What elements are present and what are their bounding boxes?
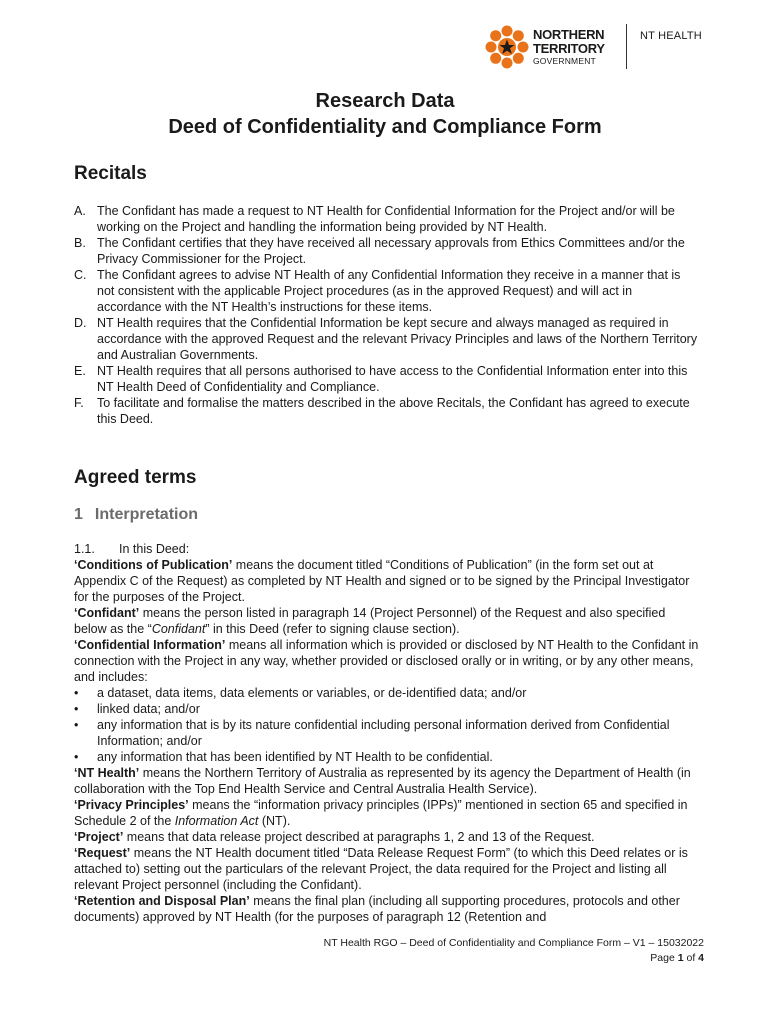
bullet-item: • a dataset, data items, data elements or variables, or de-identified data; and/or xyxy=(74,685,699,701)
document-title-line2: Deed of Confidentiality and Compliance Form xyxy=(168,116,602,138)
definition-term: ‘Privacy Principles’ xyxy=(74,798,189,812)
sun-emblem-icon xyxy=(485,25,529,69)
recital-text: The Confidant agrees to advise NT Health of any Confidential Information they receive in a manner that is not consistent with the applicable Project procedures (as in the approved Request) and will act in accordance with the NT Health’s instructions for these items. xyxy=(97,268,681,314)
recital-item xyxy=(74,315,699,363)
definition-request xyxy=(74,845,699,893)
bullet-item: • any information that is by its nature confidential including personal information derived from Confidential Information; and/or xyxy=(74,717,699,749)
recital-letter: E. xyxy=(74,364,86,378)
logo-territory-text: TERRITORY xyxy=(533,41,605,56)
recitals-heading: Recitals xyxy=(74,163,147,184)
clause-number: 1.1. xyxy=(74,542,95,556)
current-page: 1 xyxy=(677,952,684,964)
recital-text: NT Health requires that all persons authorised to have access to the Confidential Information enter into this NT Health Deed of Confidentiality and Compliance. xyxy=(97,364,688,394)
recital-item xyxy=(74,267,699,315)
agreed-terms-heading: Agreed terms xyxy=(74,467,197,488)
definition-text: means that data release project described at paragraphs 1, 2 and 13 of the Request. xyxy=(123,830,595,844)
definition-text: means the person listed in paragraph 14 (Project Personnel) of the Request and also specified below as the “ xyxy=(74,606,666,636)
total-pages: 4 xyxy=(698,952,704,964)
definition-term: ‘Conditions of Publication’ xyxy=(74,558,233,572)
header-divider xyxy=(626,24,627,69)
definition-term: ‘NT Health’ xyxy=(74,766,140,780)
org-name: NT HEALTH xyxy=(640,30,702,42)
recital-text: The Confidant certifies that they have received all necessary approvals from Ethics Committees and/or the Privacy Commissioner for the Project. xyxy=(97,236,685,266)
definition-text: means the final plan (including all supporting procedures, protocols and other documents) approved by NT Health (for the purposes of paragraph 12 (Retention and xyxy=(74,894,680,924)
definition-term: ‘Retention and Disposal Plan’ xyxy=(74,894,250,908)
definitions xyxy=(74,541,699,925)
definition-italic: Information Act xyxy=(174,814,259,828)
clause-1-1 xyxy=(74,541,699,557)
definition-text: means the Northern Territory of Australia as represented by its agency the Department of Health (in collaboration with the Top End Health Service and Central Australia Health Service). xyxy=(74,766,691,796)
page-footer xyxy=(324,936,704,966)
interpretation-heading xyxy=(74,506,198,524)
clause-text: In this Deed: xyxy=(119,542,190,556)
recital-letter: C. xyxy=(74,268,87,282)
definition-term: ‘Project’ xyxy=(74,830,124,844)
nt-government-logo xyxy=(485,22,615,68)
definition-text: ” in this Deed (refer to signing clause section). xyxy=(205,622,460,636)
footer-document-reference: NT Health RGO – Deed of Confidentiality and Compliance Form – V1 – 15032022 xyxy=(323,937,704,949)
page-of: of xyxy=(683,952,699,964)
logo-northern-text: NORTHERN xyxy=(533,27,605,42)
definition-term: ‘Request’ xyxy=(74,846,131,860)
footer-page-number xyxy=(324,951,704,966)
recital-item xyxy=(74,235,699,267)
definition-project xyxy=(74,829,699,845)
definition-privacy-principles xyxy=(74,797,699,829)
definition-text: (NT). xyxy=(258,814,291,828)
definition-confidential-information xyxy=(74,637,699,685)
recital-item xyxy=(74,395,699,427)
definition-text: means the document titled “Conditions of Publication” (in the form set out at Appendix C of the Request) as completed by NT Health and signed or to be signed by the Principal Investigator for the purposes of the Project. xyxy=(74,558,690,604)
recital-item xyxy=(74,203,699,235)
bullet-item: • linked data; and/or xyxy=(74,701,699,717)
logo-government-text: GOVERNMENT xyxy=(533,56,596,66)
definition-conditions-of-publication xyxy=(74,557,699,605)
section-number: 1 xyxy=(74,506,83,523)
recital-text: To facilitate and formalise the matters described in the above Recitals, the Confidant has agreed to execute this Deed. xyxy=(97,396,690,426)
section-title: Interpretation xyxy=(94,506,199,523)
bullet-item: • any information that has been identified by NT Health to be confidential. xyxy=(74,749,699,765)
document-title-line1: Research Data xyxy=(315,90,455,112)
recital-letter: B. xyxy=(74,236,86,250)
recital-text: The Confidant has made a request to NT Health for Confidential Information for the Project and/or will be working on the Project and handling the information being provided by NT Health. xyxy=(97,204,675,234)
recital-item xyxy=(74,363,699,395)
recital-letter: F. xyxy=(74,396,84,410)
recital-letter: D. xyxy=(74,316,87,330)
definition-confidant xyxy=(74,605,699,637)
definition-text: means the “information privacy principles (IPPs)” mentioned in section 65 and specified in Schedule 2 of the xyxy=(74,798,688,828)
definition-term: ‘Confidant’ xyxy=(74,606,140,620)
recital-letter: A. xyxy=(74,204,86,218)
definition-text: means all information which is provided or disclosed by NT Health to the Confidant in connection with the Project in any way, whether provided or disclosed orally or in writing, or by any other means, and includes: xyxy=(74,638,699,684)
definition-italic: Confidant xyxy=(151,622,206,636)
definition-term: ‘Confidential Information’ xyxy=(74,638,226,652)
definition-nt-health xyxy=(74,765,699,797)
recitals-list xyxy=(74,203,699,427)
page-label: Page xyxy=(650,952,678,964)
definition-text: means the NT Health document titled “Data Release Request Form” (to which this Deed relates or is attached to) setting out the particulars of the relevant Project, the data required for the Project and listing all relevant Project personnel (including the Confidant). xyxy=(74,846,688,892)
definition-retention-and-disposal-plan xyxy=(74,893,699,925)
recital-text: NT Health requires that the Confidential Information be kept secure and always managed as required in accordance with the approved Request and the relevant Privacy Principles and laws of the Northern Territory and Australian Governments. xyxy=(97,316,698,362)
